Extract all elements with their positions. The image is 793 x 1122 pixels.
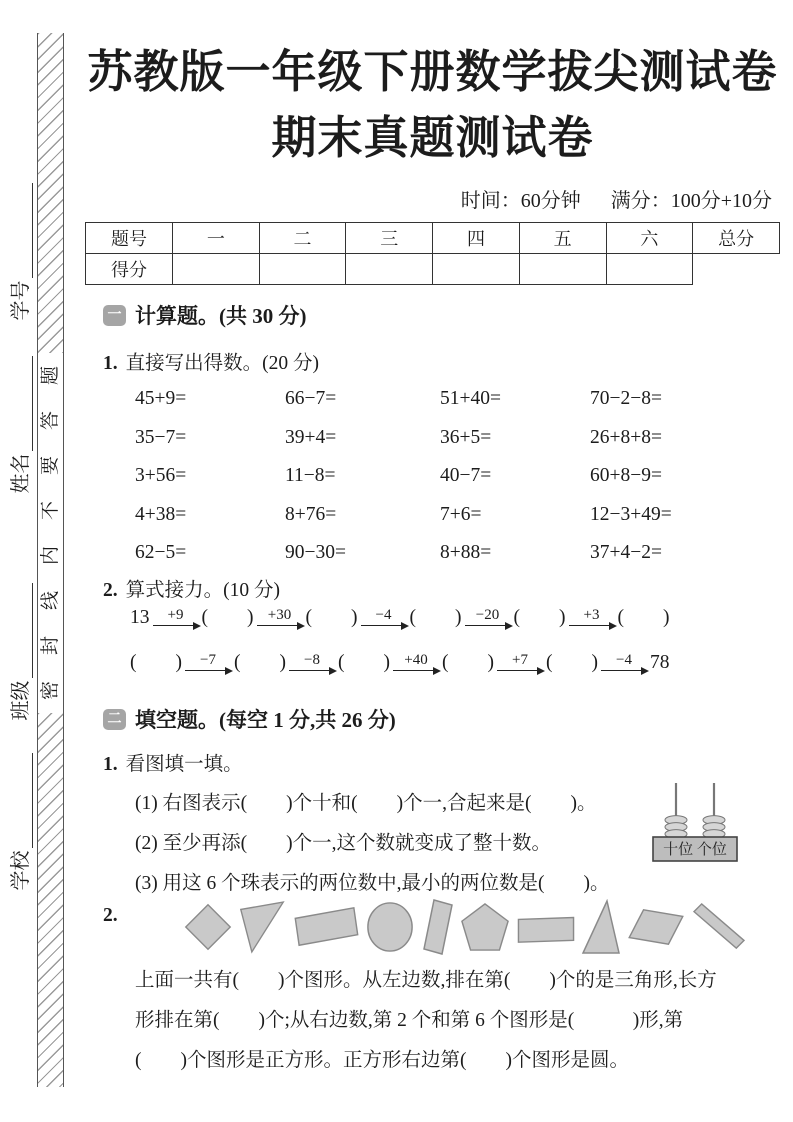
shape-tilted-rectangle (421, 898, 455, 956)
math-problem: 40−7= (440, 465, 492, 486)
page-title: 苏教版一年级下册数学拔尖测试卷 (87, 47, 778, 97)
shapes-illustration-row (183, 896, 748, 958)
chain-calculation-row-2 (130, 651, 670, 674)
student-id-label (7, 167, 33, 337)
answer-blank: ( ) (201, 607, 254, 628)
seal-line-column (37, 33, 64, 1087)
page-subtitle: 期末真题测试卷 (271, 113, 594, 163)
math-problem: 90−30= (285, 542, 346, 563)
math-problem: 26+8+8= (590, 426, 662, 448)
seal-char: 要 (39, 455, 61, 476)
math-problem: 66−7= (285, 388, 337, 409)
shape-pentagon (460, 901, 510, 953)
score-header-cell: 二 (259, 223, 346, 254)
shape-thin-bar (690, 902, 748, 952)
chain-calculation-row-1 (130, 606, 670, 629)
question-paragraph-line: ( )个图形是正方形。正方形右边第( )个图形是圆。 (135, 1050, 629, 1071)
score-header-cell: 四 (433, 223, 520, 254)
math-problem: 8+76= (285, 503, 337, 525)
question-number: 1. (103, 754, 118, 775)
operation-label: +3 (583, 606, 600, 623)
abacus-base-label: 十位 个位 (663, 842, 727, 858)
arrow-icon (497, 653, 543, 672)
math-problem: 11−8= (285, 465, 336, 486)
section-number-badge: 二 (103, 709, 126, 730)
math-problem: 39+4= (285, 426, 337, 448)
score-table-score-row (86, 254, 780, 285)
score-cell (606, 254, 693, 285)
score-cell (433, 254, 520, 285)
operation-label: −7 (200, 651, 216, 668)
math-problem: 45+9= (135, 388, 187, 409)
exam-info (461, 184, 772, 213)
operation-label: −4 (375, 606, 392, 623)
answer-blank: ( ) (513, 607, 566, 628)
score-header-cell: 总分 (693, 223, 780, 254)
shape-diamond (183, 901, 233, 953)
arrow-icon (465, 608, 511, 627)
question-paragraph-line: 形排在第( )个;从右边数,第 2 个和第 6 个图形是( )形,第 (135, 1010, 684, 1031)
abacus-beads-ones (703, 816, 725, 839)
answer-blank: ( ) (305, 607, 358, 628)
arrow-icon (185, 653, 231, 672)
section-title: 计算题。(共 30 分) (135, 304, 307, 328)
write-in-line (12, 184, 33, 279)
math-problem: 37+4−2= (590, 542, 662, 563)
score-row-label: 得分 (86, 254, 173, 285)
chain-start-number: 13 (130, 607, 150, 628)
operation-label: −4 (616, 651, 632, 668)
math-problem: 62−5= (135, 542, 187, 563)
arrow-icon (289, 653, 335, 672)
seal-line-text (41, 353, 60, 713)
score-cell (173, 254, 260, 285)
seal-char: 题 (39, 365, 61, 386)
shape-small-rectangle (516, 908, 576, 946)
math-problem: 60+8−9= (590, 465, 662, 486)
question-text: 算式接力。(10 分) (125, 580, 280, 601)
math-problem: 70−2−8= (590, 388, 662, 409)
exam-paper (85, 0, 780, 1122)
answer-blank: ( ) (234, 652, 286, 673)
side-label-text: 姓名 (10, 453, 32, 494)
arrow-icon (257, 608, 303, 627)
fill-blank-line: (1) 右图表示( )个十和( )个一,合起来是( )。 (135, 793, 597, 814)
question-number: 2. (103, 580, 118, 601)
score-header-cell: 六 (606, 223, 693, 254)
question-1-2-header (103, 574, 280, 602)
shape-triangle (238, 898, 286, 956)
section-2-header (103, 704, 396, 734)
score-header-cell: 五 (519, 223, 606, 254)
section-title: 填空题。(每空 1 分,共 26 分) (135, 708, 396, 732)
seal-char: 线 (39, 590, 61, 611)
question-text: 直接写出得数。(20 分) (125, 353, 319, 374)
math-problem: 3+56= (135, 465, 187, 486)
full-score: 满分：100分+10分 (610, 190, 772, 212)
shape-parallelogram (627, 905, 685, 949)
fill-blank-line: (3) 用这 6 个珠表示的两位数中,最小的两位数是( )。 (135, 873, 610, 894)
side-label-text: 班级 (10, 680, 32, 721)
time-limit: 时间：60分钟 (460, 190, 581, 212)
arrow-icon (569, 608, 615, 627)
arrow-icon (393, 653, 439, 672)
operation-label: −8 (304, 651, 320, 668)
question-1-1-header (103, 347, 319, 375)
seal-char: 内 (39, 545, 61, 566)
student-name-label (7, 340, 33, 510)
shape-circle (365, 899, 415, 955)
hatch-pattern-bottom (38, 713, 63, 1087)
section-1-header (103, 300, 307, 330)
score-header-cell: 三 (346, 223, 433, 254)
arrow-icon (153, 608, 199, 627)
answer-blank: ( ) (409, 607, 462, 628)
school-label (7, 737, 33, 907)
seal-char: 不 (39, 500, 61, 521)
question-number: 1. (103, 353, 118, 374)
answer-blank: ( ) (338, 652, 390, 673)
operation-label: +40 (404, 651, 428, 668)
math-problem: 12−3+49= (590, 503, 672, 525)
shape-right-triangle (581, 899, 621, 955)
score-header-cell: 一 (173, 223, 260, 254)
question-text: 看图填一填。 (125, 754, 243, 775)
answer-blank: ( ) (130, 652, 182, 673)
arrow-icon (361, 608, 407, 627)
question-paragraph-line: 上面一共有( )个图形。从左边数,排在第( )个的是三角形,长方 (135, 970, 717, 991)
score-cell (259, 254, 346, 285)
math-problem: 36+5= (440, 426, 492, 448)
math-problem: 51+40= (440, 388, 501, 409)
math-problem: 8+88= (440, 542, 492, 563)
question-2-2-number: 2. (103, 905, 118, 926)
write-in-line (12, 584, 33, 679)
hatch-pattern-top (38, 33, 63, 353)
math-problem: 35−7= (135, 426, 187, 448)
math-problem: 4+38= (135, 503, 187, 525)
score-table (85, 222, 780, 285)
chain-end-number: 78 (650, 652, 670, 673)
side-label-text: 学号 (10, 280, 32, 321)
math-problem: 7+6= (440, 503, 482, 525)
operation-label: +30 (267, 606, 292, 623)
operation-label: −20 (475, 606, 500, 623)
seal-char: 答 (39, 410, 61, 431)
abacus-illustration (651, 780, 739, 869)
abacus-beads-tens (665, 816, 687, 839)
shape-rectangle (292, 903, 360, 951)
class-label (7, 567, 33, 737)
write-in-line (12, 357, 33, 452)
side-label-text: 学校 (10, 850, 32, 891)
seal-char: 封 (39, 635, 61, 656)
fill-blank-line: (2) 至少再添( )个一,这个数就变成了整十数。 (135, 833, 551, 854)
question-2-1-header (103, 748, 243, 776)
answer-blank: ( ) (617, 607, 670, 628)
section-number-badge: 一 (103, 305, 126, 326)
score-cell (519, 254, 606, 285)
answer-blank: ( ) (442, 652, 494, 673)
score-header-cell: 题号 (86, 223, 173, 254)
score-cell (346, 254, 433, 285)
operation-label: +7 (512, 651, 528, 668)
arithmetic-problem-grid (135, 388, 780, 564)
operation-label: +9 (167, 606, 184, 623)
score-table-header-row (86, 223, 780, 254)
write-in-line (12, 754, 33, 849)
answer-blank: ( ) (546, 652, 598, 673)
seal-char: 密 (39, 680, 61, 701)
arrow-icon (601, 653, 647, 672)
